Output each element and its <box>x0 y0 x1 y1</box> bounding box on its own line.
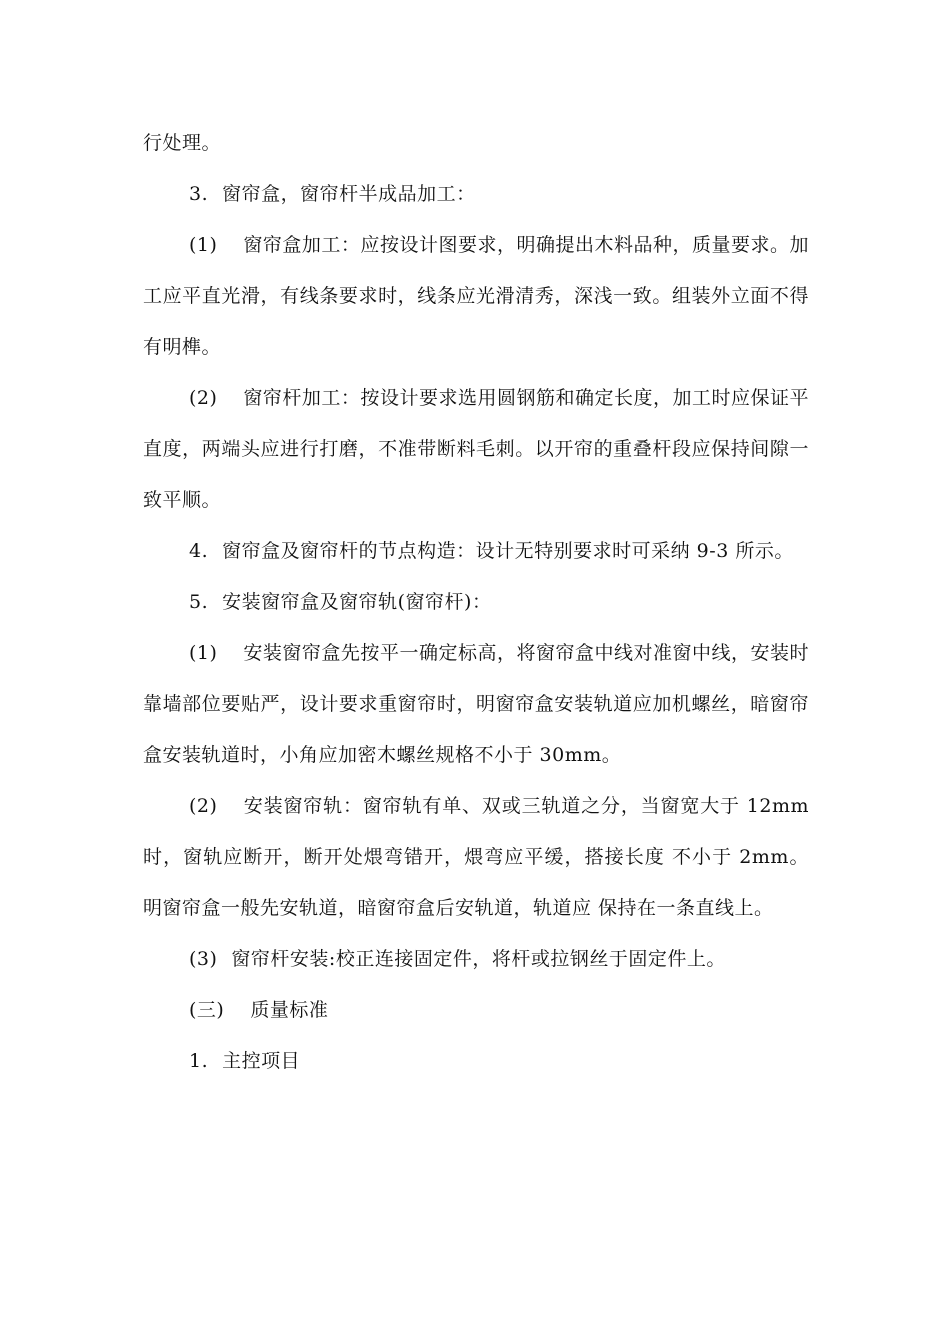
item-number: 5. <box>189 591 209 613</box>
item-number: (2) <box>189 795 218 817</box>
item-number: 4. <box>189 540 209 562</box>
section-heading-4 <box>143 526 809 577</box>
item-number: (三) <box>189 999 225 1021</box>
item-number: (3) <box>189 948 218 970</box>
paragraph-item-1 <box>143 220 809 373</box>
paragraph-text: 窗帘盒，窗帘杆半成品加工： <box>222 183 476 205</box>
paragraph-text: 安装窗帘盒及窗帘轨(窗帘杆)： <box>222 591 492 613</box>
paragraph-text: 行处理。 <box>143 132 222 154</box>
paragraph-item-3b <box>143 934 809 985</box>
paragraph-text: 窗帘盒及窗帘杆的节点构造：设计无特别要求时可采纳 9-3 所示。 <box>222 540 794 562</box>
paragraph-item-2 <box>143 373 809 526</box>
paragraph-item-2b <box>143 781 809 934</box>
section-heading-quality <box>143 985 809 1036</box>
paragraph-text: 安装窗帘盒先按平一确定标高，将窗帘盒中线对准窗中线，安装时靠墙部位要贴严，设计要求重窗帘时，明窗帘盒安装轨道应加机螺丝，暗窗帘盒安装轨道时，小角应加密木螺丝规格不小于 30mm。 <box>143 642 809 766</box>
item-number: 1. <box>189 1050 209 1072</box>
paragraph-item-1b <box>143 628 809 781</box>
section-heading-3 <box>143 169 809 220</box>
item-number: (1) <box>189 234 218 256</box>
document-body <box>143 118 809 1087</box>
paragraph-text: 主控项目 <box>222 1050 301 1072</box>
paragraph-text: 安装窗帘轨：窗帘轨有单、双或三轨道之分，当窗宽大于 12mm 时，窗轨应断开，断开处煨弯错开，煨弯应平缓，搭接长度 不小于 2mm。明窗帘盒一般先安轨道，暗窗帘盒后安轨道，轨道应 保持在一条直线上。 <box>143 795 809 919</box>
paragraph-text: 窗帘盒加工：应按设计图要求，明确提出木料品种，质量要求。加工应平直光滑，有线条要求时，线条应光滑清秀，深浅一致。组装外立面不得有明榫。 <box>143 234 809 358</box>
item-number: (2) <box>189 387 218 409</box>
item-number: (1) <box>189 642 218 664</box>
paragraph-text: 窗帘杆加工：按设计要求选用圆钢筋和确定长度，加工时应保证平直度，两端头应进行打磨，不准带断料毛刺。以开帘的重叠杆段应保持间隙一致平顺。 <box>143 387 809 511</box>
section-heading-5 <box>143 577 809 628</box>
paragraph-text: 质量标准 <box>250 999 329 1021</box>
paragraph-text: 窗帘杆安装:校正连接固定件，将杆或拉钢丝于固定件上。 <box>231 948 726 970</box>
paragraph-continuation <box>143 118 809 169</box>
section-heading-main-items <box>143 1036 809 1087</box>
item-number: 3. <box>189 183 209 205</box>
